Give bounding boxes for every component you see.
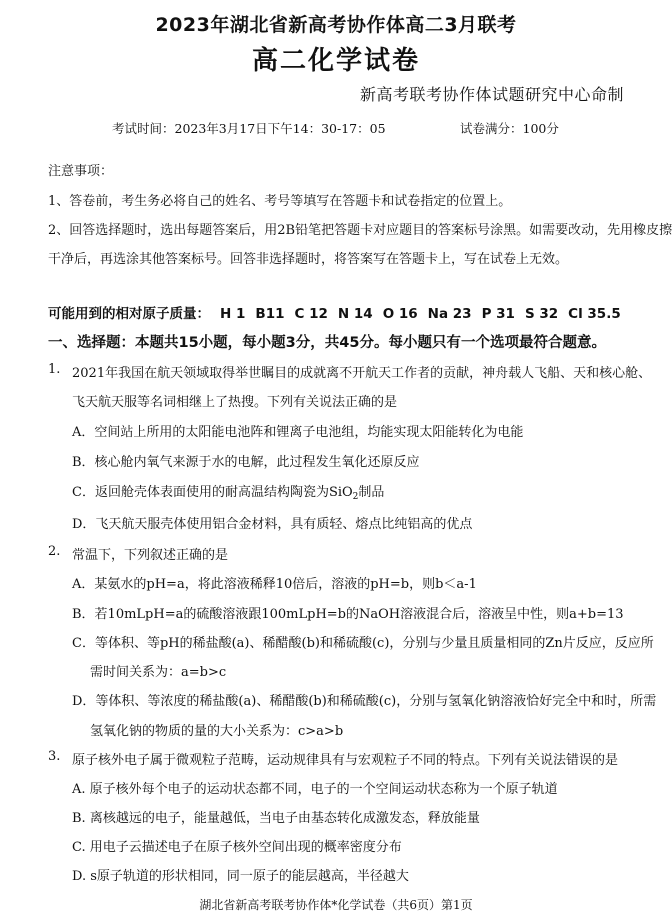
question-1-option-c-text: C．返回舱壳体表面使用的耐高温结构陶瓷为SiO [72,485,353,500]
page-footer: 湖北省新高考联考协作体*化学试卷（共6页）第1页 [199,898,473,912]
question-3-option-a: A. 原子核外每个电子的运动状态都不同，电子的一个空间运动状态称为一个原子轨道 [72,782,558,797]
question-1-number: 1. [48,362,61,377]
atomic-mass-o: O 16 [382,306,418,322]
atomic-mass-label: 可能用到的相对原子质量： [48,306,210,322]
question-1-stem-line-1: 2021年我国在航天领域取得举世瞩目的成就离不开航天工作者的贡献，神舟载人飞船、天和核心舱、 [72,366,652,381]
atomic-mass-n: N 14 [337,306,373,322]
question-1-stem-line-2: 飞天航天服等名词相继上了热搜。下列有关说法正确的是 [72,395,398,410]
question-2-option-b: B．若10mLpH=a的硫酸溶液跟100mLpH=b的NaOH溶液混合后，溶液呈中性，则a+b=13 [72,607,624,622]
question-2-stem: 常温下，下列叙述正确的是 [72,548,229,563]
question-2-option-d-line-2: 氢氧化钠的物质的量的大小关系为：c>a>b [90,724,344,739]
question-3-option-c: C. 用电子云描述电子在原子核外空间出现的概率密度分布 [72,840,402,855]
question-3-option-d: D. s原子轨道的形状相同，同一原子的能层越高，半径越大 [72,869,409,884]
atomic-mass-p: P 31 [481,306,515,322]
question-3-number: 3. [48,749,61,764]
issuer-line: 新高考联考协作体试题研究中心命制 [359,85,624,104]
atomic-mass-line [48,302,621,322]
section-title: 一、选择题：本题共15小题，每小题3分，共45分。每小题只有一个选项最符合题意。 [48,335,606,351]
question-1-option-b: B．核心舱内氧气来源于水的电解，此过程发生氧化还原反应 [72,455,420,470]
question-1-option-c [72,481,384,502]
question-2-number: 2. [48,544,61,559]
atomic-mass-na: Na 23 [427,306,472,322]
exam-title: 2023年湖北省新高考协作体高二3月联考 [155,14,517,36]
question-2-option-c-line-1: C．等体积、等pH的稀盐酸(a)、稀醋酸(b)和稀硫酸(c)，分别与少量且质量相同的Zn片反应，反应所 [72,636,654,651]
subject-title: 高二化学试卷 [251,46,420,76]
question-2-option-d-line-1: D．等体积、等浓度的稀盐酸(a)、稀醋酸(b)和稀硫酸(c)，分别与氢氧化钠溶液恰好完全中和时，所需 [72,694,657,709]
question-3-option-b: B. 离核越远的电子，能量越低，当电子由基态转化成激发态，释放能量 [72,811,480,826]
question-2-option-c-line-2: 需时间关系为：a=b>c [90,665,227,680]
atomic-mass-h: H 1 [220,306,246,322]
question-2-option-a: A．某氨水的pH=a，将此溶液稀释10倍后，溶液的pH=b，则b＜a-1 [72,577,477,592]
notice-item-2-line-1: 2、回答选择题时，选出每题答案后，用2B铅笔把答题卡对应题目的答案标号涂黑。如需要改动，先用橡皮擦 [48,223,672,238]
full-score: 试卷满分：100分 [460,121,559,136]
atomic-mass-b: B11 [255,306,285,322]
atomic-mass-c: C 12 [294,306,328,322]
notice-item-1: 1、答卷前，考生务必将自己的姓名、考号等填写在答题卡和试卷指定的位置上。 [48,194,512,209]
atomic-mass-cl: Cl 35.5 [568,306,621,322]
notice-item-2-line-2: 干净后，再选涂其他答案标号。回答非选择题时，将答案写在答题卡上，写在试卷上无效。 [48,252,569,267]
exam-time: 考试时间：2023年3月17日下午14：30-17：05 [112,121,386,136]
question-1-option-d: D．飞天航天服壳体使用铝合金材料，具有质轻、熔点比纯铝高的优点 [72,517,473,532]
question-1-option-c-suffix: 制品 [358,485,385,500]
question-1-option-a: A．空间站上所用的太阳能电池阵和锂离子电池组，均能实现太阳能转化为电能 [72,425,524,440]
question-1-option-c-subscript: 2 [352,492,359,502]
notice-title: 注意事项： [48,164,114,179]
question-3-stem: 原子核外电子属于微观粒子范畴，运动规律具有与宏观粒子不同的特点。下列有关说法错误的是 [72,753,619,768]
atomic-mass-s: S 32 [524,306,559,322]
